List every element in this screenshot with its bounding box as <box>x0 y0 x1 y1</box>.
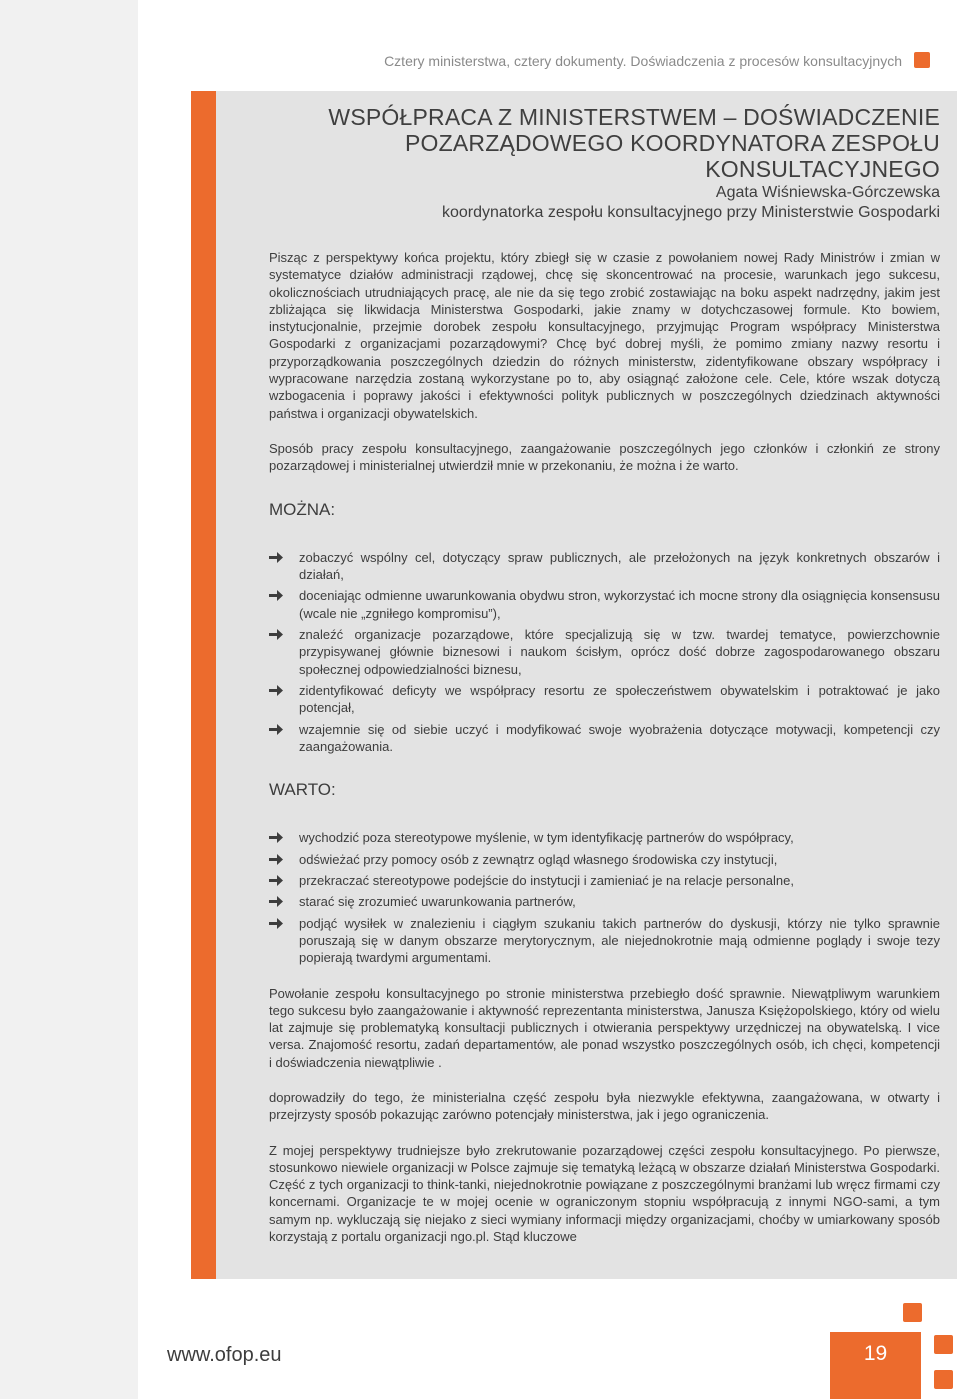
list-item <box>269 721 940 756</box>
arrow-right-icon <box>269 628 283 641</box>
list-item-text: podjąć wysiłek w znalezieniu i ciągłym szukaniu takich partnerów do dyskusji, którzy nie tylko sprawnie poruszają się w danym obszarze merytorycznym, ale niejednokrotnie mają odmienne poglądy i swoje tezy popierają twardymi argumentami. <box>299 915 940 966</box>
brand-square-icon <box>903 1303 922 1322</box>
list-item <box>269 915 940 967</box>
closing-paragraph-3: Z mojej perspektywy trudniejsze było zrekrutowanie pozarządowej części zespołu konsultacyjnego. Po pierwsze, stosunkowo niewiele organizacji w Polsce zajmuje się tematyką leżącą w obszarze działań Ministerstwa Gospodarki. Część z tych organizacji to think-tanki, niejednokrotnie powiązane z poszczególnymi branżami lub wręcz firmami czy koncernami. Organizacje te w mojej ocenie w ograniczonym stopniu współpracują z innymi NGO-sami, a tym samym np. wykluczają się niejako z sieci wymiany informacji między organizacjami, choćby w umiarkowany sposób korzystają z portalu organizacji ngo.pl. Stąd kluczowe <box>269 1142 940 1245</box>
list-item <box>269 587 940 622</box>
arrow-right-icon <box>269 917 283 930</box>
header-accent-square <box>914 52 930 68</box>
intro-paragraph-1: Pisząc z perspektywy końca projektu, który zbiegł się w czasie z powołaniem nowej Rady Ministrów i zmian w systematyce działów administracji rządowej, chcę się skoncentrować na procesie, warunkach jego sukcesu, okolicznościach utrudniających pracę, ale nie da się tego zrobić zostawiając na boku aspekt nadrzędny, jakim jest zbliżająca się likwidacja Ministerstwa Gospodarki, jakie znamy w dotychczasowej formule. Kto bowiem, instytucjonalnie, przejmie dorobek zespołu konsultacyjnego, przyjmując Program współpracy Ministerstwa Gospodarki z organizacjami pozarządowymi? Chcę być dobrej myśli, że pomimo zmiany nazwy resortu i przyporządkowania poszczególnych dziedzin do różnych ministerstw, zidentyfikowane obszary współpracy i wypracowane narzędzia zostaną wykorzystane po to, aby osiągnąć założone cele. Cele, które wszak dotyczą wzbogacenia i poprawy jakości i efektywności polityk publicznych w poszczególnych dziedzinach aktywności państwa i organizacji obywatelskich. <box>269 250 940 421</box>
footer-url-link[interactable]: www.ofop.eu <box>167 1344 282 1366</box>
list-item-text: zobaczyć wspólny cel, dotyczący spraw publicznych, ale przełożonych na język konkretnych obszarów i działań, <box>299 549 940 583</box>
list-item-text: doceniając odmienne uwarunkowania obydwu stron, wykorzystać ich mocne strony dla osiągnięcia konsensusu (wcale nie „zgniłego kompromisu”), <box>299 588 940 621</box>
list-item-text: znaleźć organizacje pozarządowe, które specjalizują się w tzw. twardej tematyce, powierzchownie przypisywanej głównie biznesowi i naukom ścisłym, oprócz dość dobrze zagospodarowanego obszaru społecznej odpowiedzialności biznesu, <box>299 627 940 677</box>
closing-paragraph-1: Powołanie zespołu konsultacyjnego po stronie ministerstwa przebiegło dość sprawnie. Niewątpliwym warunkiem tego sukcesu było zaangażowanie i aktywność reprezentanta ministerstwa, Janusza Księżopolskiego, który od wielu lat zajmuje się problematyką konsultacji publicznych i otwierania perspektywy urzędniczej na obywatelską. I vice versa. Znajomość resortu, zadań departamentów, ale ponad wszystko poszczególnych osób, ich chęci, kompetencji i doświadczenia niewątpliwie . <box>269 985 940 1070</box>
article-author-role: koordynatorka zespołu konsultacyjnego przy Ministerstwie Gospodarki <box>441 204 940 221</box>
list-item-text: przekraczać stereotypowe podejście do instytucji i zamieniać je na relacje personalne, <box>299 873 794 889</box>
running-header: Cztery ministerstwa, cztery dokumenty. Doświadczenia z procesów konsultacyjnych <box>384 53 902 69</box>
left-margin-strip <box>0 0 138 1399</box>
section-heading-warto: WARTO: <box>269 780 336 800</box>
list-item <box>269 829 940 846</box>
list-item <box>269 549 940 584</box>
list-item-text: wychodzić poza stereotypowe myślenie, w tym identyfikację partnerów do współpracy, <box>299 830 794 846</box>
brand-square-icon <box>934 1335 953 1354</box>
arrow-right-icon <box>269 723 283 736</box>
arrow-right-icon <box>269 684 283 697</box>
list-item <box>269 682 940 717</box>
arrow-right-icon <box>269 831 283 844</box>
list-item <box>269 893 940 910</box>
article-title-line-1: WSPÓŁPRACA Z MINISTERSTWEM – DOŚWIADCZENIE <box>328 104 940 130</box>
list-item-text: zidentyfikować deficyty we współpracy resortu ze społeczeństwem obywatelskim i potraktować je jako potencjał, <box>299 682 940 716</box>
brand-square-icon <box>934 1370 953 1389</box>
list-item <box>269 851 940 868</box>
list-item-text: odświeżać przy pomocy osób z zewnątrz ogląd własnego środowiska czy instytucji, <box>299 851 778 867</box>
arrow-right-icon <box>269 895 283 908</box>
closing-paragraph-2: doprowadziły do tego, że ministerialna część zespołu była niezwykle efektywna, zaangażowana, w otwarty i przejrzysty sposób pokazując zarówno potencjały ministerstwa, jak i jego ograniczenia. <box>269 1089 940 1123</box>
arrow-right-icon <box>269 874 283 887</box>
article-body <box>269 249 940 1245</box>
warto-list <box>269 829 940 966</box>
article-title-block <box>270 104 940 223</box>
list-item-text: wzajemnie się od siebie uczyć i modyfikować swoje wyobrażenia dotyczące motywacji, kompetencji czy zaangażowania. <box>299 721 940 754</box>
list-item-text: starać się zrozumieć uwarunkowania partnerów, <box>299 894 576 910</box>
article-author: Agata Wiśniewska-Górczewska <box>715 184 940 201</box>
list-item <box>269 626 940 678</box>
article-title-line-3: KONSULTACYJNEGO <box>705 156 940 182</box>
article-accent-bar <box>191 91 216 1279</box>
intro-paragraph-2: Sposób pracy zespołu konsultacyjnego, zaangażowanie poszczególnych jego członków i członkiń ze strony pozarządowej i ministerialnej utwierdził mnie w przekonaniu, że można i że warto. <box>269 440 940 474</box>
arrow-right-icon <box>269 589 283 602</box>
article-title-line-2: POZARZĄDOWEGO KOORDYNATORA ZESPOŁU <box>404 130 940 156</box>
page-number: 19 <box>863 1342 888 1365</box>
arrow-right-icon <box>269 853 283 866</box>
section-heading-mozna: MOŻNA: <box>269 499 336 519</box>
mozna-list <box>269 549 940 755</box>
arrow-right-icon <box>269 551 283 564</box>
list-item <box>269 872 940 889</box>
